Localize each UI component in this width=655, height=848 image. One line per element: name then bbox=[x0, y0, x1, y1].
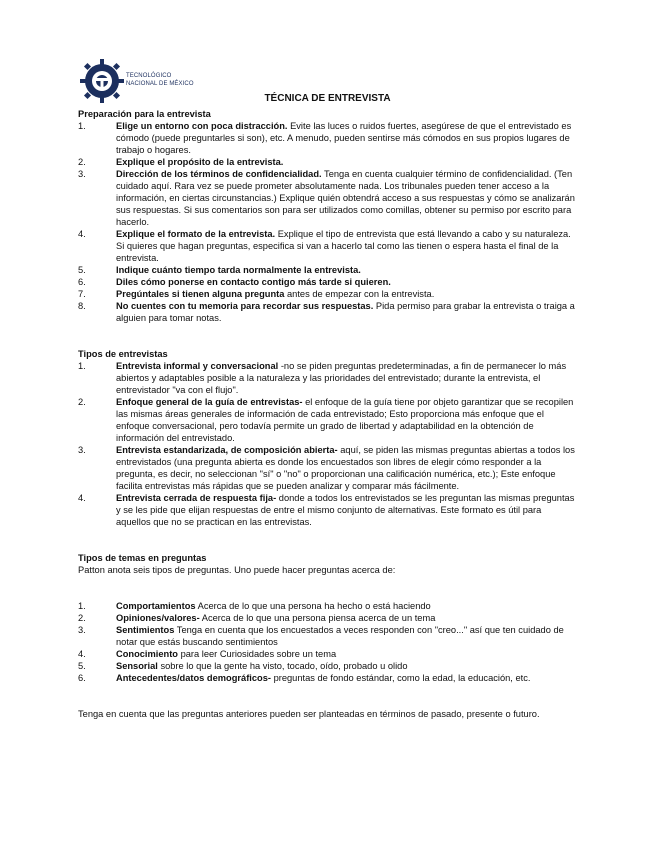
list-item bbox=[78, 624, 578, 648]
list-item-number: 1. bbox=[78, 361, 86, 371]
list-item-bold-lead: Enfoque general de la guía de entrevistas- bbox=[116, 397, 303, 407]
list-item bbox=[78, 648, 578, 660]
list-item bbox=[78, 444, 578, 492]
list-item-number: 2. bbox=[78, 613, 86, 623]
closing-paragraph: Tenga en cuenta que las preguntas anteriores pueden ser planteadas en términos de pasado, presente o futuro. bbox=[78, 709, 540, 719]
list-item-bold-lead: Conocimiento bbox=[116, 649, 178, 659]
list-item-number: 2. bbox=[78, 157, 86, 167]
list-item-number: 6. bbox=[78, 277, 86, 287]
logo-line-1: TECNOLÓGICO bbox=[126, 73, 172, 79]
list-item-bold-lead: Pregúntales si tienen alguna pregunta bbox=[116, 289, 285, 299]
list-item-bold-lead: Opiniones/valores- bbox=[116, 613, 200, 623]
list-item-text: Acerca de lo que una persona ha hecho o está haciendo bbox=[195, 601, 431, 611]
section-heading-tipos-temas: Tipos de temas en preguntas bbox=[78, 553, 207, 563]
list-item bbox=[78, 276, 578, 288]
list-item-number: 1. bbox=[78, 601, 86, 611]
list-item-bold-lead: Entrevista informal y conversacional bbox=[116, 361, 279, 371]
list-item bbox=[78, 672, 578, 684]
document-title: TÉCNICA DE ENTREVISTA bbox=[264, 93, 391, 104]
list-item bbox=[78, 156, 578, 168]
list-item-text: Evite las luces o ruidos fuertes, asegúrese de que el entrevistado es cómodo (puede preguntarles si son), etc. A menudo, pueden sentirse más cómodos en sus propios lugares de trabajo o hogares. bbox=[116, 121, 572, 155]
list-item-bold-lead: No cuentes con tu memoria para recordar sus respuestas. bbox=[116, 301, 374, 311]
list-item-number: 5. bbox=[78, 661, 86, 671]
list-item-bold-lead: Elige un entorno con poca distracción. bbox=[116, 121, 288, 131]
list-item-text: Explique el tipo de entrevista que está llevando a cabo y su naturaleza. Si quieres que hagan preguntas, especifica si van a hacerlo tal como las tienen o espera hasta el final de la entrevista. bbox=[116, 229, 571, 263]
list-item-number: 8. bbox=[78, 301, 86, 311]
list-item-number: 7. bbox=[78, 289, 86, 299]
list-item-text: Tenga en cuenta cualquier término de confidencialidad. (Ten cuidado aquí. Rara vez se puede prometer absolutamente nada. Los tribunales pueden tener acceso a la información, en ciertas circunstancias.) Explique quién obtendrá acceso a sus respuestas y cómo se analizarán sus respuestas. Si sus comentarios son para ser utilizados como comillas, obtener su permiso por escrito para hacerlo. bbox=[116, 169, 575, 227]
list-item-number: 3. bbox=[78, 625, 86, 635]
list-item-bold-lead: Entrevista cerrada de respuesta fija- bbox=[116, 493, 277, 503]
section-heading-preparacion: Preparación para la entrevista bbox=[78, 109, 211, 119]
list-item-bold-lead: Antecedentes/datos demográficos- bbox=[116, 673, 271, 683]
list-item-text: Pida permiso para grabar la entrevista o traiga a alguien para tomar notas. bbox=[116, 301, 575, 323]
list-item bbox=[78, 600, 578, 612]
section-intro: Patton anota seis tipos de preguntas. Uno puede hacer preguntas acerca de: bbox=[78, 565, 396, 575]
list-item bbox=[78, 492, 578, 528]
list-item-number: 3. bbox=[78, 445, 86, 455]
list-item-bold-lead: Dirección de los términos de confidencialidad. bbox=[116, 169, 322, 179]
list-item-bold-lead: Sensorial bbox=[116, 661, 158, 671]
list-item-text: el enfoque de la guía tiene por objeto garantizar que se recopilen las mismas áreas generales de información de cada entrevistado; Esto proporciona más enfoque que el enfoque conversacional, pero todavía permite un grado de libertad y adaptabilidad en la obtención de información del entrevistado. bbox=[116, 397, 574, 443]
list-item-text: para leer Curiosidades sobre un tema bbox=[177, 649, 337, 659]
question-topics-list bbox=[78, 600, 578, 684]
list-item bbox=[78, 120, 578, 156]
list-item-bold-lead: Diles cómo ponerse en contacto contigo más tarde si quieren. bbox=[116, 277, 391, 287]
list-item-number: 4. bbox=[78, 493, 86, 503]
list-item-text: sobre lo que la gente ha visto, tocado, oído, probado u olido bbox=[157, 661, 408, 671]
list-item bbox=[78, 396, 578, 444]
logo-line-2: NACIONAL DE MÉXICO bbox=[126, 81, 194, 87]
list-item-number: 2. bbox=[78, 397, 86, 407]
list-item-text: donde a todos los entrevistados se les preguntan las mismas preguntas y se les pide que elijan respuestas de entre el mismo conjunto de alternativas. Este formato es útil para aquellos que no se practican en las entrevistas. bbox=[116, 493, 575, 527]
list-item-number: 4. bbox=[78, 229, 86, 239]
preparation-list bbox=[78, 120, 578, 324]
list-item bbox=[78, 168, 578, 228]
list-item-text: Tenga en cuenta que los encuestados a veces responden con "creo..." así que ten cuidado de notar que estás buscando sentimientos bbox=[116, 625, 564, 647]
list-item-text: Acerca de lo que una persona piensa acerca de un tema bbox=[199, 613, 436, 623]
document-body bbox=[78, 108, 578, 720]
list-item-bold-lead: Explique el propósito de la entrevista. bbox=[116, 157, 284, 167]
list-item-bold-lead: Sentimientos bbox=[116, 625, 175, 635]
list-item-bold-lead: Indique cuánto tiempo tarda normalmente la entrevista. bbox=[116, 265, 361, 275]
list-item-text: aquí, se piden las mismas preguntas abiertas a todos los entrevistados (una pregunta abierta es donde los encuestados son libres de elegir cómo responder a la pregunta, es decir, no seleccionan "sí" o "no" o proporcionan una calificación numérica, etc.); Este enfoque facilita entrevistas más rápidas que se pueden analizar y comparar más fácilmente. bbox=[116, 445, 575, 491]
interview-types-list bbox=[78, 360, 578, 528]
list-item-number: 5. bbox=[78, 265, 86, 275]
list-item bbox=[78, 660, 578, 672]
list-item-text: antes de empezar con la entrevista. bbox=[284, 289, 435, 299]
list-item-number: 6. bbox=[78, 673, 86, 683]
list-item-text: preguntas de fondo estándar, como la edad, la educación, etc. bbox=[270, 673, 531, 683]
list-item-number: 4. bbox=[78, 649, 86, 659]
list-item-bold-lead: Entrevista estandarizada, de composición abierta- bbox=[116, 445, 338, 455]
list-item bbox=[78, 228, 578, 264]
list-item-bold-lead: Comportamientos bbox=[116, 601, 196, 611]
list-item-text: -no se piden preguntas predeterminadas, a fin de permanecer lo más abiertos y adaptables posible a la naturaleza y las prioridades del entrevistado; durante la entrevista, el entrevistador "va con el flujo". bbox=[116, 361, 567, 395]
list-item bbox=[78, 360, 578, 396]
list-item-number: 3. bbox=[78, 169, 86, 179]
list-item bbox=[78, 264, 578, 276]
list-item bbox=[78, 300, 578, 324]
list-item-number: 1. bbox=[78, 121, 86, 131]
list-item-bold-lead: Explique el formato de la entrevista. bbox=[116, 229, 276, 239]
list-item bbox=[78, 612, 578, 624]
section-heading-tipos-entrevistas: Tipos de entrevistas bbox=[78, 349, 168, 359]
list-item bbox=[78, 288, 578, 300]
logo-wordmark bbox=[126, 72, 194, 88]
